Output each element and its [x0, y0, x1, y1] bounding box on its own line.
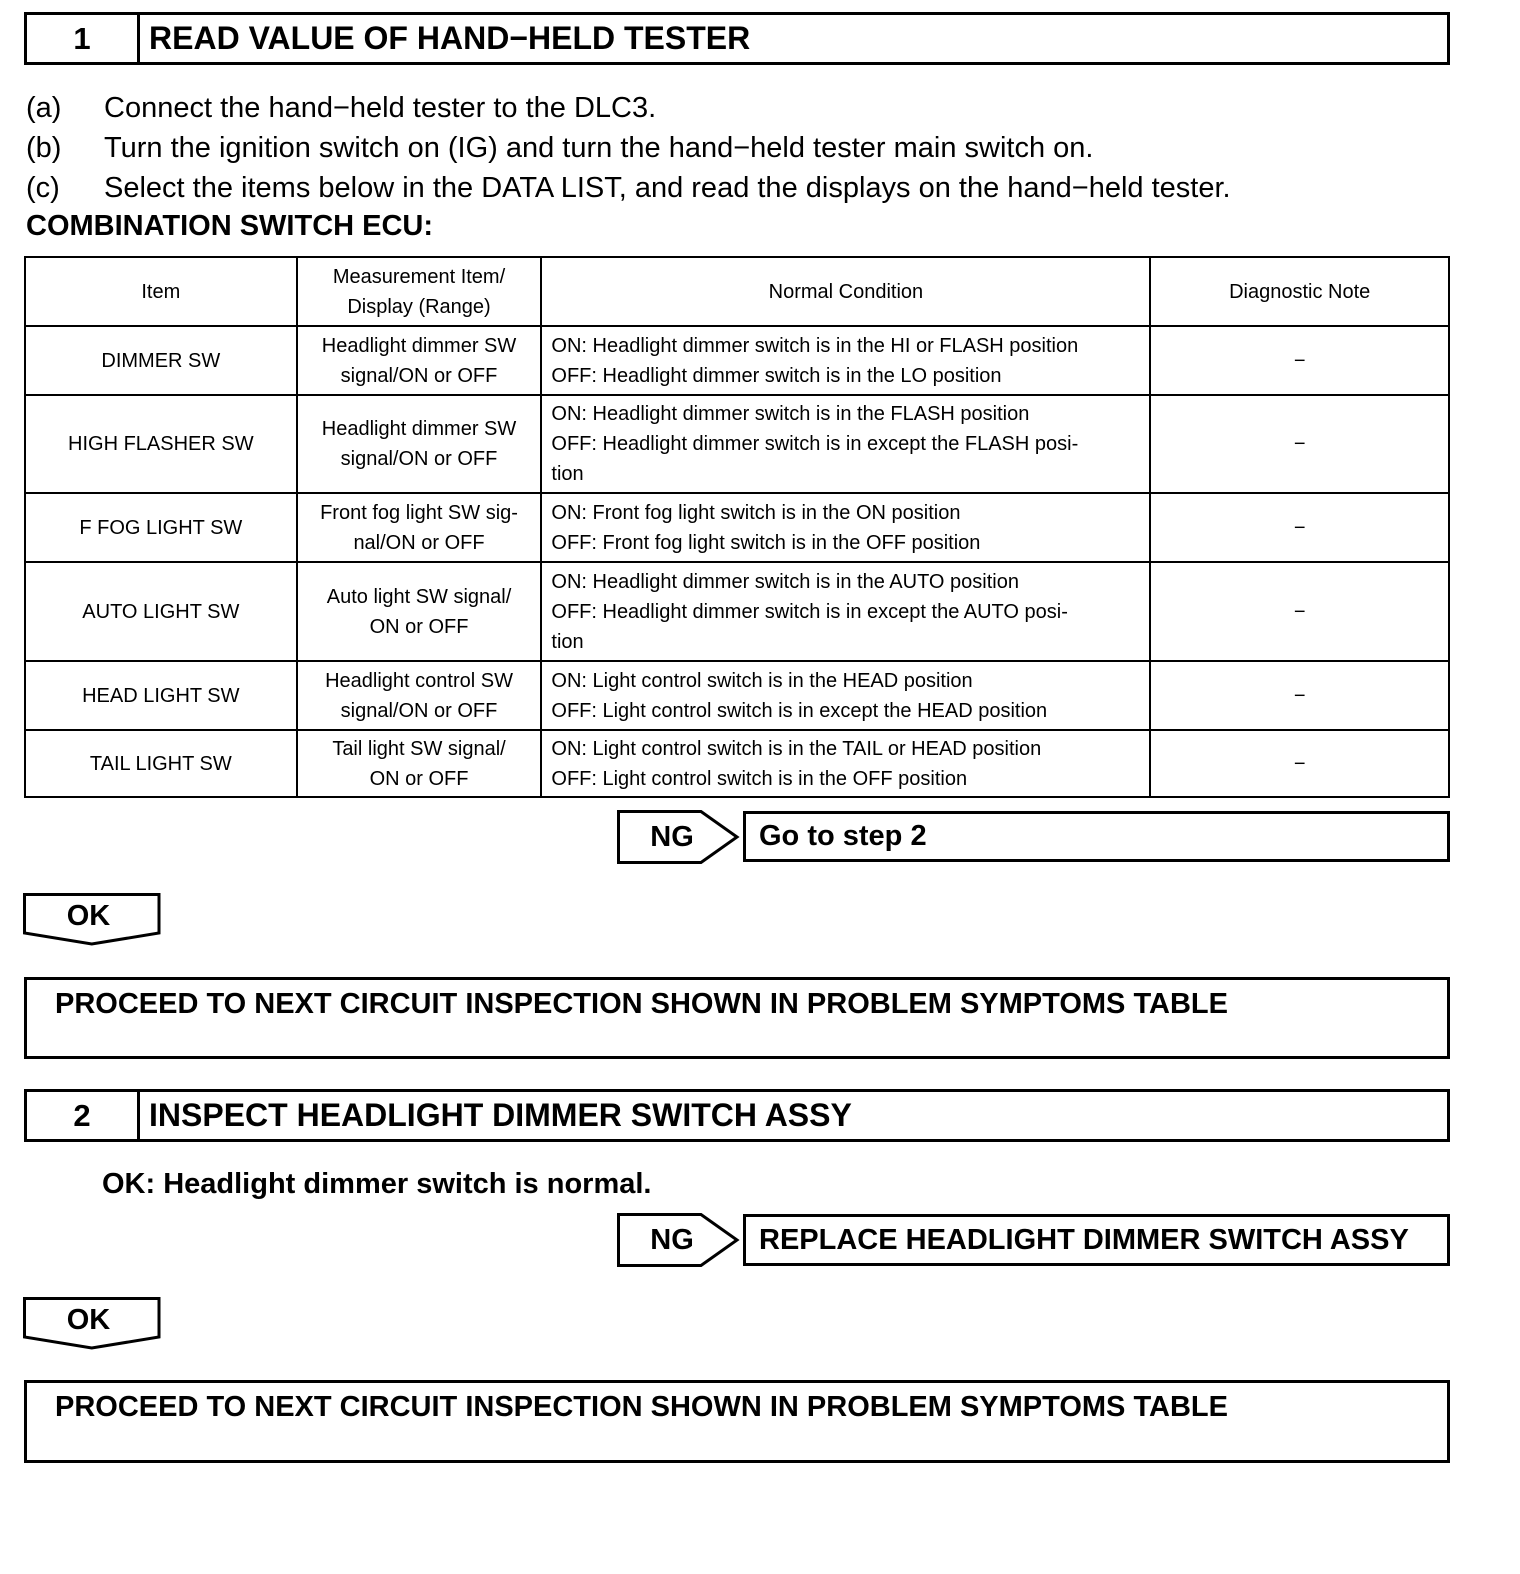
- header-measurement-line1: Measurement Item/: [332, 265, 506, 288]
- measure-line: Headlight dimmer SW: [321, 418, 517, 440]
- cell-condition: [541, 730, 1150, 797]
- table-row: [25, 326, 1449, 395]
- ng-label: NG: [650, 820, 694, 853]
- measure-line: signal/ON or OFF: [340, 448, 498, 470]
- measure-line: signal/ON or OFF: [340, 699, 498, 722]
- condition-line: OFF: Headlight dimmer switch is in except the FLASH posi-: [551, 433, 1079, 455]
- measure-line: Headlight dimmer SW: [321, 334, 517, 357]
- cell-condition: [541, 493, 1150, 562]
- step-number: 2: [27, 1092, 140, 1139]
- data-list-table: [24, 256, 1450, 798]
- cell-measure: [297, 562, 542, 661]
- measure-line: Headlight control SW: [325, 669, 513, 692]
- table-row: [25, 661, 1449, 730]
- measure-line: nal/ON or OFF: [353, 531, 485, 554]
- cell-note: −: [1150, 562, 1449, 661]
- ng-result-box: REPLACE HEADLIGHT DIMMER SWITCH ASSY: [743, 1214, 1450, 1266]
- ng-result-box: Go to step 2: [743, 811, 1450, 862]
- step-number: 1: [27, 15, 140, 62]
- ok-label: OK: [66, 1304, 111, 1336]
- cell-note: −: [1150, 730, 1449, 797]
- cell-note: −: [1150, 493, 1449, 562]
- condition-line: OFF: Front fog light switch is in the OFF position: [551, 531, 981, 554]
- cell-note: −: [1150, 395, 1449, 493]
- header-item: Item: [25, 257, 297, 326]
- measure-line: signal/ON or OFF: [340, 364, 498, 387]
- step-title: READ VALUE OF HAND−HELD TESTER: [149, 20, 751, 56]
- instruction-label: (c): [26, 172, 60, 204]
- condition-line: ON: Headlight dimmer switch is in the AUTO position: [551, 570, 1019, 593]
- step-title: INSPECT HEADLIGHT DIMMER SWITCH ASSY: [149, 1097, 852, 1133]
- cell-condition: [541, 562, 1150, 661]
- condition-line: ON: Light control switch is in the TAIL or HEAD position: [551, 737, 1042, 760]
- condition-line: ON: Headlight dimmer switch is in the FLASH position: [551, 403, 1030, 425]
- measure-line: ON or OFF: [369, 615, 469, 638]
- condition-line: OFF: Headlight dimmer switch is in except the AUTO posi-: [551, 600, 1068, 623]
- cell-item: TAIL LIGHT SW: [25, 730, 297, 797]
- proceed-box: PROCEED TO NEXT CIRCUIT INSPECTION SHOWN IN PROBLEM SYMPTOMS TABLE: [24, 977, 1450, 1059]
- table-row: [25, 493, 1449, 562]
- condition-line: OFF: Light control switch is in the OFF position: [551, 767, 968, 790]
- cell-measure: [297, 493, 542, 562]
- header-measurement-line2: Display (Range): [347, 295, 491, 318]
- ok-criteria: OK: Headlight dimmer switch is normal.: [102, 1168, 652, 1200]
- table-header-row: [25, 257, 1449, 326]
- instruction-a: [26, 88, 1456, 128]
- cell-condition: [541, 326, 1150, 395]
- measure-line: Front fog light SW sig-: [320, 501, 518, 524]
- instruction-b: [26, 128, 1456, 168]
- measure-line: Tail light SW signal/: [332, 737, 506, 760]
- cell-note: −: [1150, 326, 1449, 395]
- cell-measure: [297, 395, 542, 493]
- table-row: [25, 395, 1449, 493]
- cell-condition: [541, 661, 1150, 730]
- condition-line: OFF: Light control switch is in except the HEAD position: [551, 699, 1048, 722]
- instruction-label: (a): [26, 92, 62, 124]
- cell-measure: [297, 661, 542, 730]
- header-measurement: [297, 257, 542, 326]
- header-note: Diagnostic Note: [1150, 257, 1449, 326]
- measure-line: ON or OFF: [369, 767, 469, 790]
- cell-item: HEAD LIGHT SW: [25, 661, 297, 730]
- ok-label: OK: [66, 900, 111, 932]
- cell-condition: [541, 395, 1150, 493]
- cell-item: HIGH FLASHER SW: [25, 395, 297, 493]
- table-subheading: COMBINATION SWITCH ECU:: [26, 210, 434, 242]
- condition-line: ON: Light control switch is in the HEAD position: [551, 669, 973, 692]
- condition-line: ON: Headlight dimmer switch is in the HI or FLASH position: [551, 334, 1079, 357]
- instruction-text: Select the items below in the DATA LIST, and read the displays on the hand−held tester.: [104, 172, 1231, 204]
- cell-item: AUTO LIGHT SW: [25, 562, 297, 661]
- instruction-c: [26, 168, 1456, 208]
- ng-label: NG: [650, 1223, 694, 1256]
- instruction-label: (b): [26, 132, 62, 164]
- condition-line: tion: [551, 630, 584, 653]
- instruction-text: Connect the hand−held tester to the DLC3.: [104, 92, 657, 124]
- header-condition: Normal Condition: [541, 257, 1150, 326]
- table-row: [25, 562, 1449, 661]
- step-2-header: [24, 1089, 1450, 1142]
- step-1-header: [24, 12, 1450, 65]
- cell-item: DIMMER SW: [25, 326, 297, 395]
- table-row: [25, 730, 1449, 797]
- measure-line: Auto light SW signal/: [326, 585, 512, 608]
- cell-measure: [297, 730, 542, 797]
- instruction-text: Turn the ignition switch on (IG) and turn the hand−held tester main switch on.: [104, 132, 1094, 164]
- condition-line: OFF: Headlight dimmer switch is in the LO position: [551, 364, 1002, 387]
- cell-item: F FOG LIGHT SW: [25, 493, 297, 562]
- condition-line: ON: Front fog light switch is in the ON position: [551, 501, 961, 524]
- condition-line: tion: [551, 463, 584, 485]
- cell-measure: [297, 326, 542, 395]
- instruction-list: [26, 88, 1456, 208]
- proceed-box: PROCEED TO NEXT CIRCUIT INSPECTION SHOWN IN PROBLEM SYMPTOMS TABLE: [24, 1380, 1450, 1463]
- cell-note: −: [1150, 661, 1449, 730]
